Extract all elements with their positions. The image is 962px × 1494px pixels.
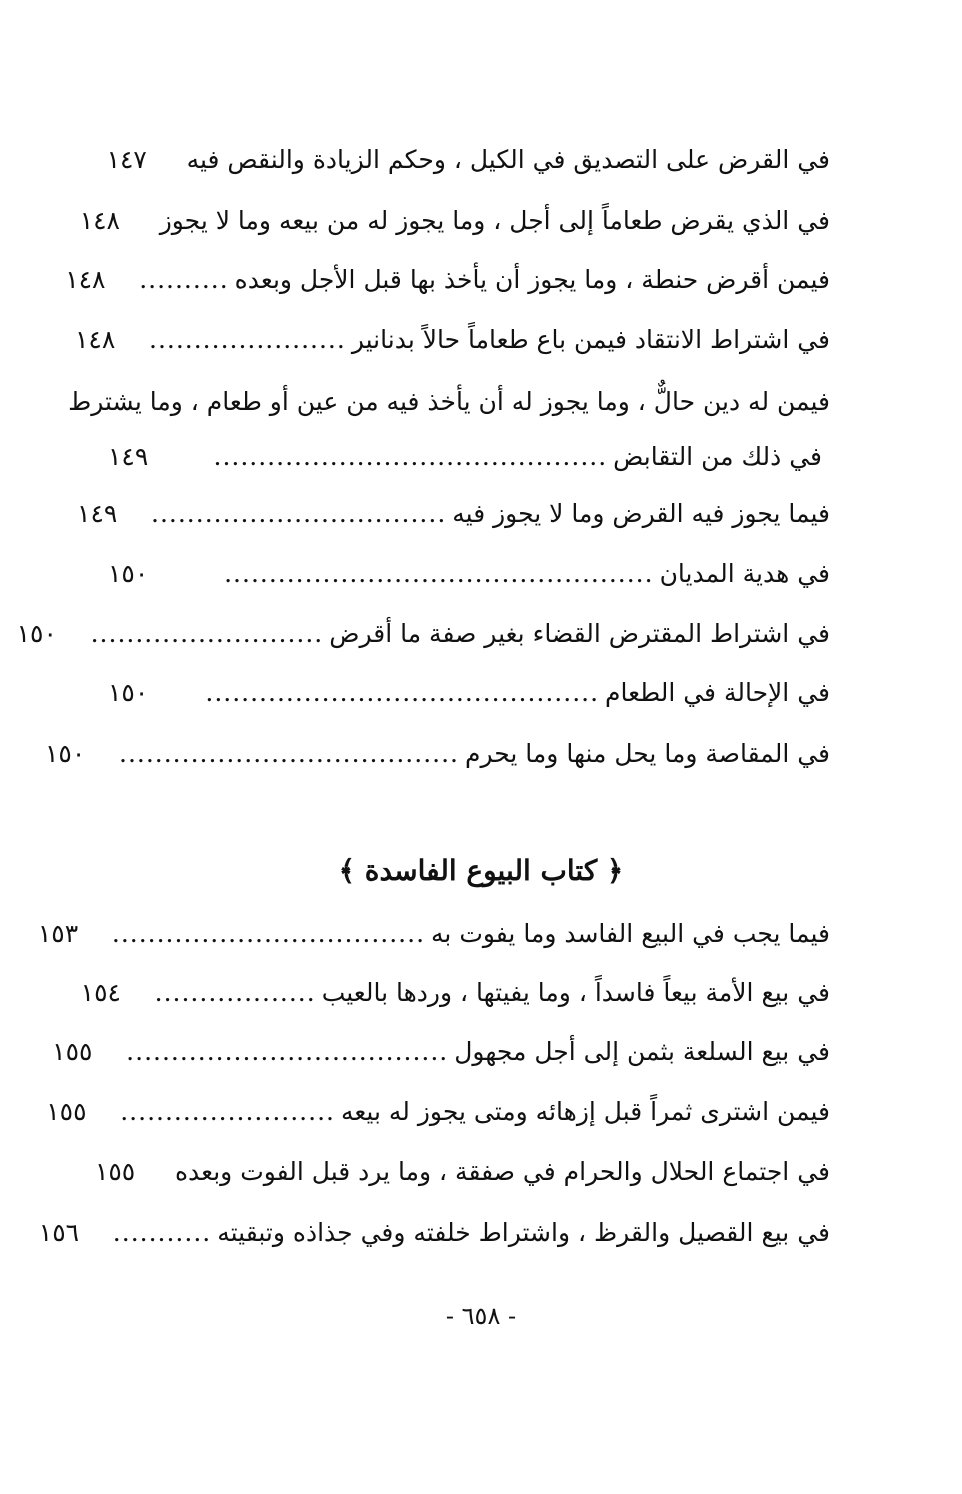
dot-leader: ............................................: [213, 442, 608, 471]
dot-leader: ......................: [149, 325, 346, 354]
toc-entry-title: في اشتراط المقترض القضاء بغير صفة ما أقرض: [329, 619, 830, 648]
section-heading: ﴿ كتاب البيوع الفاسدة ﴾: [338, 854, 624, 887]
toc-entry: [79, 199, 830, 243]
toc-page-number: ١٥٥: [52, 1037, 93, 1066]
toc-entry-first-line: [68, 380, 830, 424]
toc-page-number: ١٤٩: [77, 499, 118, 528]
toc-page-number: ١٥٠: [108, 559, 149, 588]
toc-entry: [94, 1150, 830, 1194]
page-number-footer: - ٦٥٨ -: [445, 1302, 517, 1330]
dot-leader: ..................: [154, 978, 316, 1007]
toc-entry-title: في القرض على التصديق في الكيل ، وحكم الزيادة والنقص فيه: [186, 145, 830, 174]
toc-entry-title: في اجتماع الحلال والحرام في صفقة ، وما يرد قبل الفوت وبعده: [174, 1157, 830, 1186]
dot-leader: ..........: [139, 265, 229, 294]
toc-entry-title: في هدية المديان: [659, 559, 830, 588]
toc-entry: [38, 1211, 830, 1255]
toc-page-number: ١٤٨: [79, 206, 120, 235]
toc-entry-title: فيمن أقرض حنطة ، وما يجوز أن يأخذ بها قبل الأجل وبعده: [234, 265, 830, 294]
dot-leader: ...........: [112, 1218, 212, 1247]
toc-entry-title: في بيع الأمة بيعاً فاسداً ، وما يفيتها ، وردها بالعيب: [321, 978, 830, 1007]
dot-leader: .................................: [151, 499, 447, 528]
dot-leader: ............................................: [205, 678, 600, 707]
dot-leader: ........................: [120, 1097, 335, 1126]
dot-leader: ................................................: [224, 559, 654, 588]
toc-entry-title: في بيع السلعة بثمن إلى أجل مجهول: [454, 1037, 830, 1066]
toc-page-number: ١٥٠: [16, 619, 57, 648]
dot-leader: ....................................: [126, 1037, 449, 1066]
toc-entry: [108, 138, 830, 182]
toc-page-number: ١٥٠: [45, 739, 86, 768]
toc-entry: [65, 258, 830, 302]
toc-entry-title: فيما يجب في البيع الفاسد وما يفوت به: [431, 919, 830, 948]
toc-entry-continuation: [108, 435, 830, 479]
toc-entry-title: في اشتراط الانتقاد فيمن باع طعاماً حالاً بدنانير: [351, 325, 830, 354]
toc-entry: [80, 971, 830, 1015]
toc-entry: [37, 912, 830, 956]
toc-entry-title: فيمن اشترى ثمراً قبل إزهائه ومتى يجوز له بيعه: [340, 1097, 830, 1126]
toc-entry-title: في بيع القصيل والقرظ ، واشتراط خلفته وفي جذاذه وتبقيته: [217, 1218, 830, 1247]
toc-page-number: ١٥٦: [38, 1218, 80, 1247]
toc-page-number: ١٤٩: [108, 442, 149, 471]
toc-page-number: ١٥٥: [94, 1157, 136, 1186]
toc-entry: [52, 1030, 830, 1074]
toc-entry: [108, 671, 830, 715]
dot-leader: ..........................: [90, 619, 324, 648]
toc-entry: [45, 732, 830, 776]
toc-page-number: ١٥٥: [46, 1097, 87, 1126]
toc-page-number: ١٥٤: [80, 978, 121, 1007]
toc-entry-title: فيمن له دين حالٌّ ، وما يجوز له أن يأخذ فيه من عين أو طعام ، وما يشترط: [68, 387, 830, 416]
toc-entry: [16, 612, 830, 656]
toc-page-number: ١٥٠: [108, 678, 149, 707]
toc-entry-title: في الذي يقرض طعاماً إلى أجل ، وما يجوز له من بيعه وما لا يجوز: [159, 206, 830, 235]
toc-page-number: ١٥٣: [37, 919, 79, 948]
toc-entry: [108, 552, 830, 596]
toc-entry: [46, 1090, 830, 1134]
toc-page-number: ١٤٧: [106, 145, 147, 174]
toc-entry-title: في ذلك من التقابض: [613, 442, 822, 471]
toc-entry-title: فيما يجوز فيه القرض وما لا يجوز فيه: [452, 499, 830, 528]
toc-entry: [75, 318, 830, 362]
toc-entry-title: في الإحالة في الطعام: [605, 678, 830, 707]
dot-leader: ......................................: [119, 739, 459, 768]
toc-page-number: ١٤٨: [75, 325, 116, 354]
dot-leader: ...................................: [111, 919, 426, 948]
toc-entry-title: في المقاصة وما يحل منها وما يحرم: [464, 739, 830, 768]
toc-page-number: ١٤٨: [65, 265, 106, 294]
toc-entry: [77, 492, 830, 536]
